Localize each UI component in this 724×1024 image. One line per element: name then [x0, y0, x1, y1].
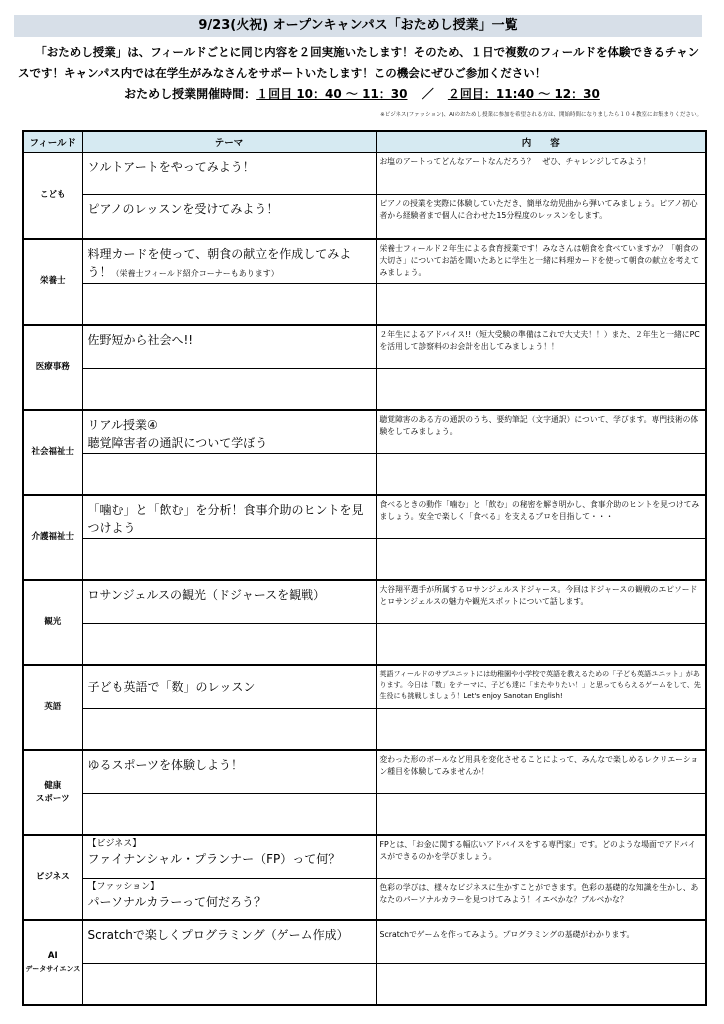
field-shakai: 社会福祉士: [23, 410, 82, 495]
field-kenkou: 健康 スポーツ: [23, 750, 82, 835]
field-kaigo: 介護福祉士: [23, 495, 82, 580]
table-row: [23, 878, 706, 920]
table-row-empty: [23, 963, 706, 1005]
table-row: [23, 495, 706, 538]
theme-cell: 佐野短から社会へ!!: [82, 325, 376, 368]
schedule-times: おためし授業開催時間：１回目 10：40 ～ 11：30 ／ ２回目：11:40 ～ 12：30: [124, 87, 600, 101]
intro-text: 「おためし授業」は、フィールドごとに同じ内容を２回実施いたします！そのため、１日で複数のフィールドを体験できるチャンスです！キャンパス内では在学生がみなさんをサポートいたします！この機会にぜひご参加ください！: [18, 45, 700, 80]
content-cell: ２年生によるアドバイス!!（短大受験の準備はこれで大丈夫！！）また、２年生と一緒にPCを活用して診察料のお会計を出してみましょう！！: [376, 325, 706, 368]
table-row-empty: [23, 623, 706, 665]
content-cell: 大谷翔平選手が所属するロサンジェルスドジャース。今回はドジャースの観戦のエピソードとロサンジェルスの魅力や観光スポットについて話します。: [376, 580, 706, 623]
content-cell: FPとは、「お金に関する幅広いアドバイスをする専門家」です。どのような場面でアドバイスができるのかを学びましょう。: [376, 835, 706, 878]
content-cell: 食べるときの動作「噛む」と「飲む」の秘密を解き明かし、食事介助のヒントを見つけてみましょう。安全で楽しく「食べる」を支えるプロを目指して・・・: [376, 495, 706, 538]
table-row: [23, 920, 706, 963]
content-cell: 英語フィールドのサブユニットには幼稚園や小学校で英語を教えるための「子ども英語ユニット」があります。今日は「数」をテーマに、子ども達に「またやりたい！」と思ってもらえるゲームをして、先生役にも挑戦しましょう！Let's enjoy Sanotan English!: [376, 665, 706, 708]
content-cell: ピアノの授業を実際に体験していただき、簡単な幼児曲から弾いてみましょう。ピアノ初心者から経験者まで個人に合わせた15分程度のレッスンをします。: [376, 195, 706, 239]
table-row-empty: [23, 793, 706, 835]
table-row: [23, 580, 706, 623]
theme-cell: ゆるスポーツを体験しよう！: [82, 750, 376, 793]
table-row: [23, 750, 706, 793]
table-row: [23, 239, 706, 284]
field-ai: AI データサイエンス: [23, 920, 82, 1005]
content-cell: 色彩の学びは、様々なビジネスに生かすことができます。色彩の基礎的な知識を生かし、あなたのパーソナルカラーを見つけてみよう！イエベかな？ブルベかな？: [376, 878, 706, 920]
theme-cell: 「噛む」と「飲む」を分析！食事介助のヒントを見つけよう: [82, 495, 376, 538]
header-field: フィールド: [23, 131, 82, 153]
page-title: 9/23(火祝) オープンキャンパス「おためし授業」一覧: [14, 15, 702, 37]
table-row: [23, 153, 706, 195]
theme-cell: ソルトアートをやってみよう！: [82, 153, 376, 195]
table-row-empty: [23, 538, 706, 580]
table-row-empty: [23, 453, 706, 495]
table-row: [23, 195, 706, 239]
theme-cell: Scratchで楽しくプログラミング（ゲーム作成）: [82, 920, 376, 963]
note-text: ※ビジネス(ファッション)、AIのおためし授業に参加を希望される方は、開始時間になりましたら１０４教室にお集まりください。: [380, 112, 702, 118]
field-kankou: 観光: [23, 580, 82, 665]
content-cell: Scratchでゲームを作ってみよう。プログラミングの基礎がわかります。: [376, 920, 706, 963]
table-row: [23, 835, 706, 878]
content-cell: 変わった形のボールなど用具を変化させることによって、みんなで楽しめるレクリエーション種目を体験してみませんか！: [376, 750, 706, 793]
table-row-empty: [23, 283, 706, 325]
table-row-empty: [23, 708, 706, 750]
table-header-row: [23, 131, 706, 153]
theme-cell: ピアノのレッスンを受けてみよう！: [82, 195, 376, 239]
content-cell: 栄養士フィールド２年生による食育授業です！みなさんは朝食を食べていますか？「朝食の大切さ」についてお話を聞いたあとに学生と一緒に料理カードを使って朝食の献立を考えてみましょう。: [376, 239, 706, 284]
class-list-table: [22, 130, 707, 1006]
field-eiyoushi: 栄養士: [23, 239, 82, 326]
content-cell: お塩のアートってどんなアートなんだろう？ ぜひ、チャレンジしてみよう！: [376, 153, 706, 195]
header-content: 内 容: [376, 131, 706, 153]
table-row: [23, 410, 706, 453]
table-row-empty: [23, 368, 706, 410]
theme-cell: 料理カードを使って、朝食の献立を作成してみよう！（栄養士フィールド紹介コーナーもあります）: [82, 239, 376, 284]
table-row: [23, 665, 706, 708]
field-eigo: 英語: [23, 665, 82, 750]
field-iryou: 医療事務: [23, 325, 82, 410]
field-business: ビジネス: [23, 835, 82, 920]
theme-cell: 【ビジネス】 ファイナンシャル・プランナー（FP）って何？: [82, 835, 376, 878]
content-cell: 聴覚障害のある方の通訳のうち、要約筆記（文字通訳）について、学びます。専門技術の体験をしてみましょう。: [376, 410, 706, 453]
header-theme: テーマ: [82, 131, 376, 153]
theme-cell: リアル授業④ 聴覚障害者の通訳について学ぼう: [82, 410, 376, 453]
table-row: [23, 325, 706, 368]
theme-cell: 子ども英語で「数」のレッスン: [82, 665, 376, 708]
theme-cell: ロサンジェルスの観光（ドジャースを観戦）: [82, 580, 376, 623]
field-kodomo: こども: [23, 153, 82, 239]
theme-cell: 【ファッション】 パーソナルカラーって何だろう？: [82, 878, 376, 920]
